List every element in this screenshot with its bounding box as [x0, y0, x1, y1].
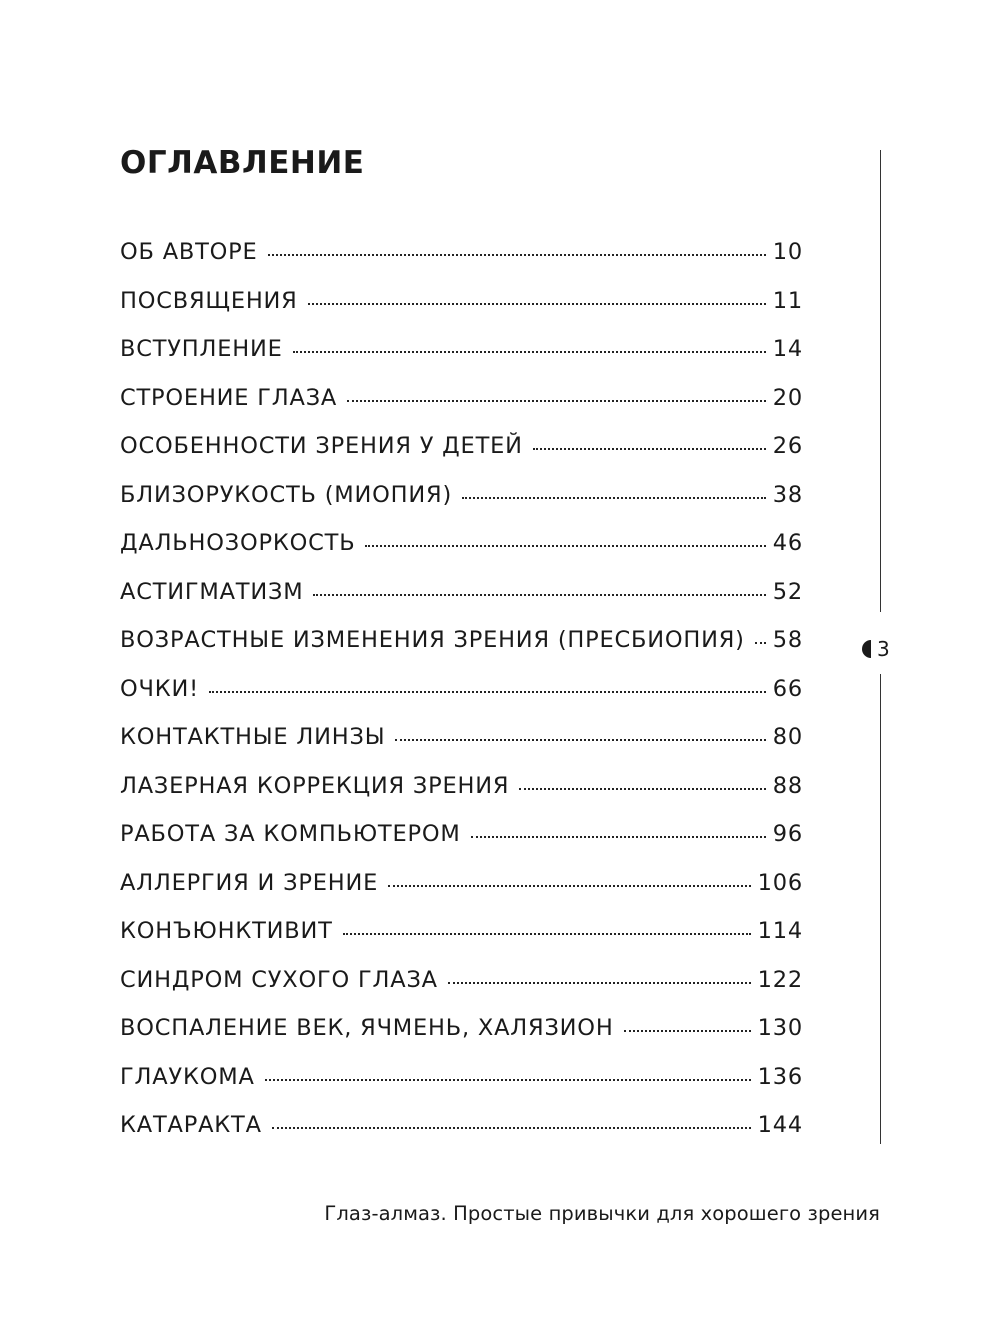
toc-entry-page: 26: [772, 433, 803, 459]
toc-entry[interactable]: [120, 433, 803, 482]
toc-entry-title: ДАЛЬНОЗОРКОСТЬ: [120, 530, 356, 556]
toc-entry-title: ОБ АВТОРЕ: [120, 239, 258, 265]
toc-entry-page: 144: [757, 1112, 803, 1138]
toc-entry-page: 88: [772, 772, 803, 799]
toc-entry-title: ОСОБЕННОСТИ ЗРЕНИЯ У ДЕТЕЙ: [120, 433, 523, 459]
toc-entry[interactable]: [120, 1064, 803, 1113]
toc-entry-page: 14: [772, 336, 803, 362]
toc-dot-leader: [395, 737, 765, 741]
toc-entry[interactable]: [120, 1015, 803, 1064]
toc-entry-page: 96: [772, 821, 803, 847]
margin-rule-upper: [880, 150, 881, 612]
toc-dot-leader: [755, 640, 766, 644]
toc-entry-page: 66: [772, 675, 803, 702]
toc-entry[interactable]: [120, 627, 803, 676]
toc-dot-leader: [343, 931, 751, 935]
toc-entry-title: АСТИГМАТИЗМ: [120, 578, 304, 605]
toc-entry-page: 20: [772, 384, 803, 411]
toc-entry-title: КОНЪЮНКТИВИТ: [120, 918, 333, 944]
half-circle-marker-icon: [858, 639, 874, 659]
toc-entry[interactable]: [120, 918, 803, 967]
table-of-contents: [120, 239, 803, 1161]
toc-entry[interactable]: [120, 288, 803, 337]
toc-entry-title: ОЧКИ!: [120, 675, 199, 702]
toc-dot-leader: [533, 446, 766, 450]
toc-entry-page: 52: [772, 578, 803, 605]
toc-entry-page: 11: [772, 287, 803, 314]
toc-dot-leader: [209, 689, 766, 693]
toc-entry-title: РАБОТА ЗА КОМПЬЮТЕРОМ: [120, 821, 461, 847]
toc-entry[interactable]: [120, 336, 803, 385]
toc-entry[interactable]: [120, 530, 803, 579]
toc-dot-leader: [268, 252, 766, 256]
page-title: ОГЛАВЛЕНИЕ: [120, 145, 365, 181]
toc-entry-page: 10: [772, 239, 803, 265]
toc-dot-leader: [313, 592, 765, 596]
toc-entry-title: СИНДРОМ СУХОГО ГЛАЗА: [120, 966, 438, 993]
toc-entry-title: БЛИЗОРУКОСТЬ (МИОПИЯ): [120, 481, 453, 508]
toc-entry-title: ЛАЗЕРНАЯ КОРРЕКЦИЯ ЗРЕНИЯ: [120, 772, 510, 799]
book-title-footer: Глаз-алмаз. Простые привычки для хорошего зрения: [324, 1202, 880, 1225]
toc-entry-page: 80: [772, 724, 803, 750]
toc-entry-title: СТРОЕНИЕ ГЛАЗА: [120, 384, 338, 411]
toc-entry-page: 46: [772, 530, 803, 556]
toc-dot-leader: [308, 301, 766, 305]
margin-rule-lower: [880, 674, 881, 1144]
toc-entry-title: КАТАРАКТА: [120, 1112, 262, 1138]
toc-entry[interactable]: [120, 1112, 803, 1161]
toc-entry-title: ВСТУПЛЕНИЕ: [120, 336, 283, 362]
toc-dot-leader: [293, 349, 766, 353]
toc-entry-page: 130: [757, 1015, 803, 1041]
toc-dot-leader: [471, 834, 766, 838]
page-number: 3: [877, 637, 890, 661]
toc-dot-leader: [462, 495, 766, 499]
toc-entry[interactable]: [120, 724, 803, 773]
toc-dot-leader: [624, 1028, 751, 1032]
toc-dot-leader: [448, 980, 751, 984]
toc-dot-leader: [272, 1125, 751, 1129]
toc-entry[interactable]: [120, 870, 803, 919]
toc-entry-title: ПОСВЯЩЕНИЯ: [120, 287, 298, 314]
toc-entry-page: 38: [772, 481, 803, 508]
toc-entry[interactable]: [120, 967, 803, 1016]
toc-entry-page: 122: [757, 966, 803, 993]
toc-entry[interactable]: [120, 239, 803, 288]
toc-dot-leader: [347, 398, 766, 402]
toc-dot-leader: [519, 786, 765, 790]
toc-entry[interactable]: [120, 482, 803, 531]
toc-entry[interactable]: [120, 579, 803, 628]
toc-dot-leader: [365, 543, 765, 547]
toc-entry-title: ВОЗРАСТНЫЕ ИЗМЕНЕНИЯ ЗРЕНИЯ (ПРЕСБИОПИЯ): [120, 627, 745, 653]
toc-entry-title: ГЛАУКОМА: [120, 1063, 255, 1090]
toc-entry-page: 114: [757, 918, 803, 944]
toc-entry[interactable]: [120, 773, 803, 822]
toc-entry-title: КОНТАКТНЫЕ ЛИНЗЫ: [120, 724, 386, 750]
toc-entry-page: 106: [757, 869, 803, 896]
toc-entry[interactable]: [120, 821, 803, 870]
toc-entry-title: АЛЛЕРГИЯ И ЗРЕНИЕ: [120, 869, 379, 896]
toc-entry-page: 136: [757, 1063, 803, 1090]
toc-entry-page: 58: [772, 627, 803, 653]
toc-entry[interactable]: [120, 385, 803, 434]
toc-entry-title: ВОСПАЛЕНИЕ ВЕК, ЯЧМЕНЬ, ХАЛЯЗИОН: [120, 1015, 614, 1041]
page-folio: [858, 634, 890, 664]
toc-dot-leader: [265, 1077, 751, 1081]
toc-dot-leader: [388, 883, 751, 887]
toc-entry[interactable]: [120, 676, 803, 725]
